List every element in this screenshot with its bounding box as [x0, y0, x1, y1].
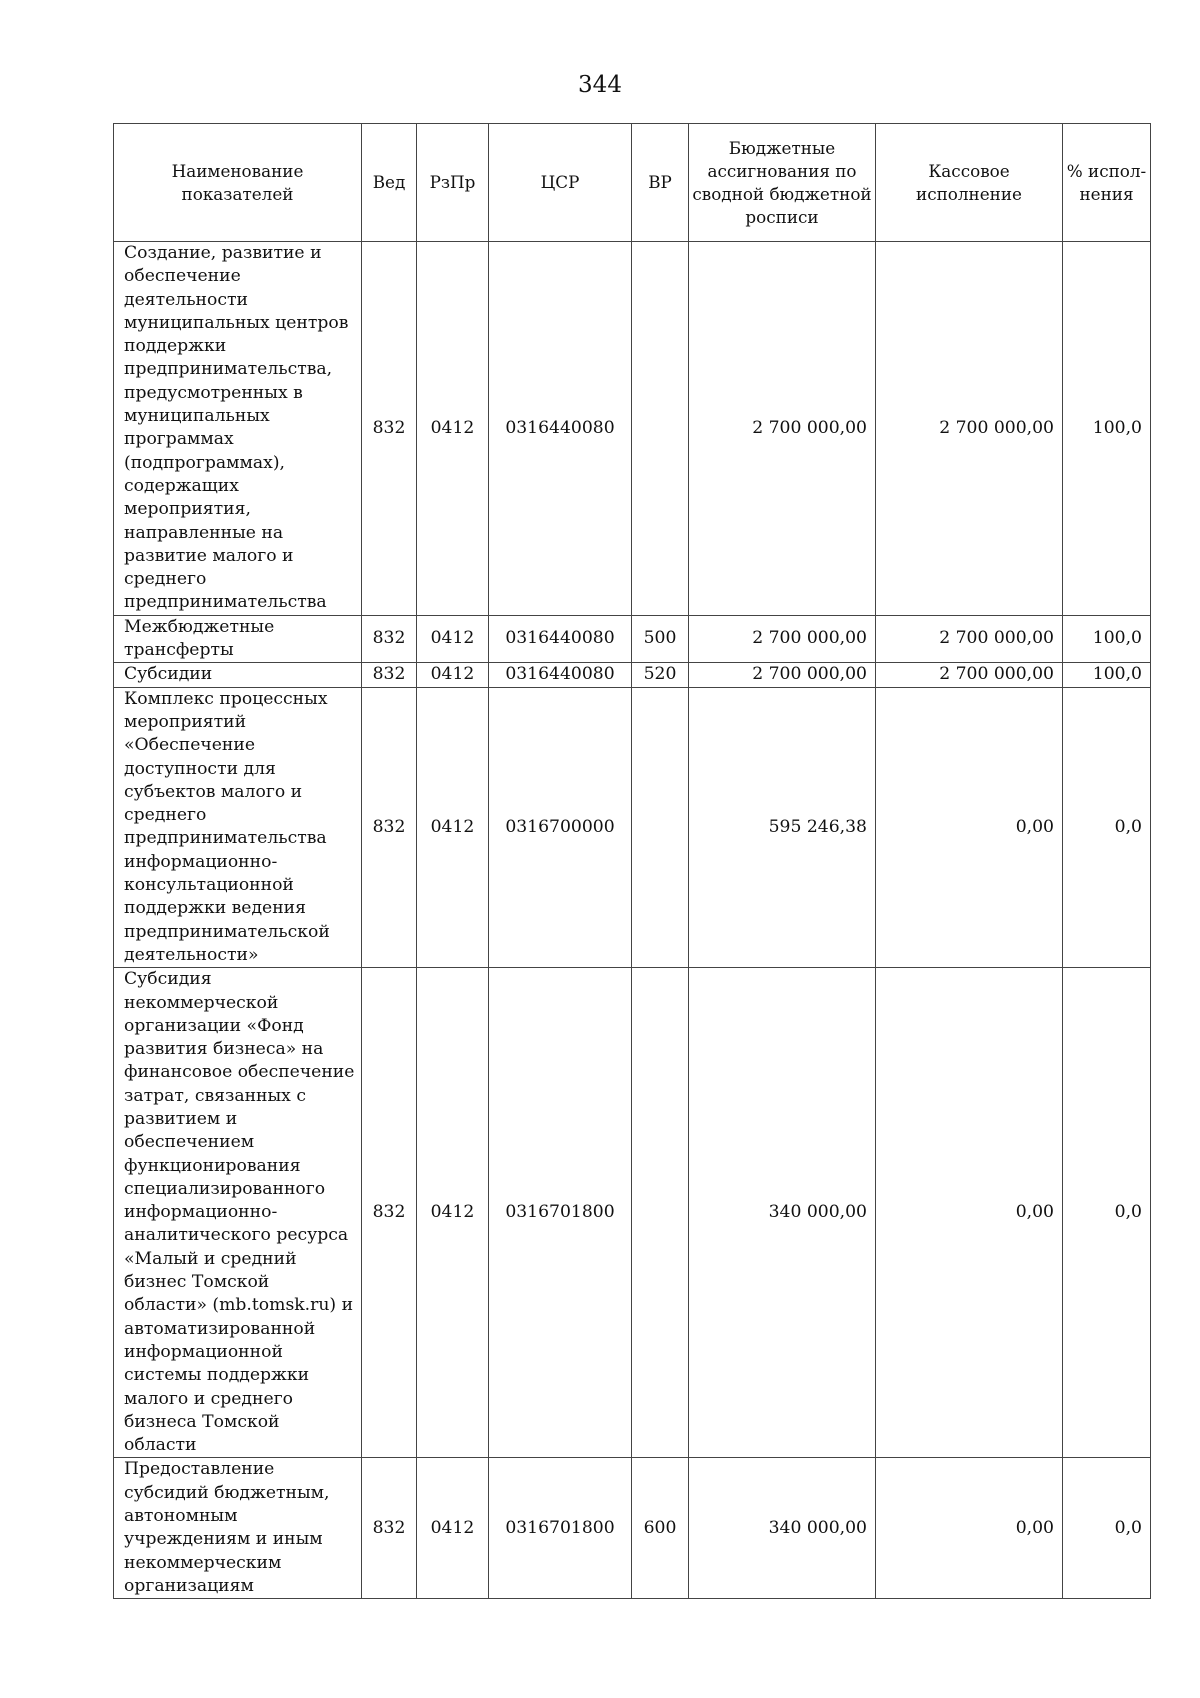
header-vr: ВР [632, 124, 689, 242]
row-ved: 832 [362, 663, 417, 687]
row-vr: 520 [632, 663, 689, 687]
row-executed: 2 700 000,00 [876, 615, 1063, 663]
row-vr [632, 242, 689, 616]
row-rzpr: 0412 [417, 242, 489, 616]
row-name: Межбюджетные трансферты [114, 615, 362, 663]
header-percent: % испол-нения [1063, 124, 1151, 242]
header-executed: Кассовое исполнение [876, 124, 1063, 242]
row-ved: 832 [362, 1458, 417, 1599]
row-percent: 0,0 [1063, 687, 1151, 968]
table-row [114, 663, 1151, 687]
table-row [114, 615, 1151, 663]
row-name: Создание, развитие и обеспечение деятельности муниципальных центров поддержки предпринимательства, предусмотренных в муниципальных программах (подпрограммах), содержащих мероприятия, направленные на развитие малого и среднего предпринимательства [114, 242, 362, 616]
header-assigned: Бюджетные ассигнования по сводной бюджетной росписи [689, 124, 876, 242]
row-percent: 100,0 [1063, 242, 1151, 616]
row-name: Субсидии [114, 663, 362, 687]
header-rzpr: РзПр [417, 124, 489, 242]
header-ved: Вед [362, 124, 417, 242]
row-ved: 832 [362, 687, 417, 968]
row-ved: 832 [362, 968, 417, 1458]
row-executed: 0,00 [876, 1458, 1063, 1599]
row-executed: 2 700 000,00 [876, 242, 1063, 616]
row-name: Предоставление субсидий бюджетным, автономным учреждениям и иным некоммерческим организациям [114, 1458, 362, 1599]
row-percent: 100,0 [1063, 615, 1151, 663]
row-assigned: 2 700 000,00 [689, 242, 876, 616]
row-rzpr: 0412 [417, 1458, 489, 1599]
row-rzpr: 0412 [417, 663, 489, 687]
row-csr: 0316440080 [489, 242, 632, 616]
row-assigned: 340 000,00 [689, 1458, 876, 1599]
header-name: Наименование показателей [114, 124, 362, 242]
table-row [114, 242, 1151, 616]
table-row [114, 968, 1151, 1458]
row-rzpr: 0412 [417, 615, 489, 663]
header-csr: ЦСР [489, 124, 632, 242]
row-executed: 0,00 [876, 687, 1063, 968]
table-row [114, 1458, 1151, 1599]
row-assigned: 595 246,38 [689, 687, 876, 968]
table-row [114, 687, 1151, 968]
row-vr [632, 687, 689, 968]
row-assigned: 340 000,00 [689, 968, 876, 1458]
row-assigned: 2 700 000,00 [689, 663, 876, 687]
row-csr: 0316440080 [489, 663, 632, 687]
row-csr: 0316701800 [489, 1458, 632, 1599]
row-percent: 0,0 [1063, 1458, 1151, 1599]
row-rzpr: 0412 [417, 968, 489, 1458]
row-csr: 0316440080 [489, 615, 632, 663]
row-assigned: 2 700 000,00 [689, 615, 876, 663]
row-csr: 0316701800 [489, 968, 632, 1458]
row-vr: 500 [632, 615, 689, 663]
row-vr: 600 [632, 1458, 689, 1599]
row-percent: 100,0 [1063, 663, 1151, 687]
row-vr [632, 968, 689, 1458]
table-header-row [114, 124, 1151, 242]
row-name: Субсидия некоммерческой организации «Фонд развития бизнеса» на финансовое обеспечение затрат, связанных с развитием и обеспечением функционирования специализированного информационно-аналитического ресурса «Малый и средний бизнес Томской области» (mb.tomsk.ru) и автоматизированной информационной системы поддержки малого и среднего бизнеса Томской области [114, 968, 362, 1458]
row-name: Комплекс процессных мероприятий «Обеспечение доступности для субъектов малого и среднего предпринимательства информационно-консультационной поддержки ведения предпринимательской деятельности» [114, 687, 362, 968]
row-ved: 832 [362, 242, 417, 616]
row-executed: 0,00 [876, 968, 1063, 1458]
row-executed: 2 700 000,00 [876, 663, 1063, 687]
row-rzpr: 0412 [417, 687, 489, 968]
budget-execution-table [113, 123, 1151, 1599]
page-number: 344 [578, 72, 622, 98]
row-percent: 0,0 [1063, 968, 1151, 1458]
row-ved: 832 [362, 615, 417, 663]
row-csr: 0316700000 [489, 687, 632, 968]
